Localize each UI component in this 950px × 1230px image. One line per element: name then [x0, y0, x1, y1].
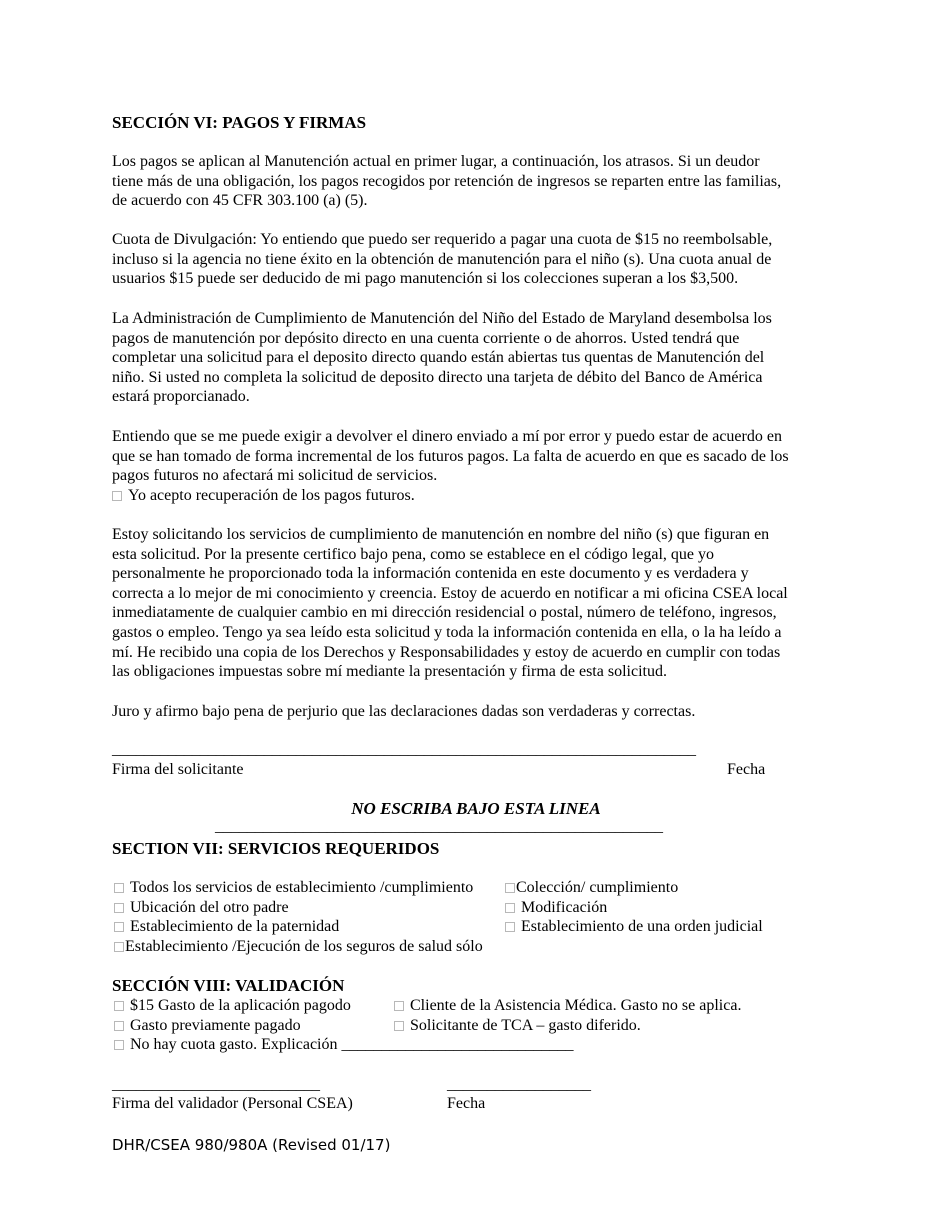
applicant-signature-label: Firma del solicitante	[112, 761, 244, 778]
medical-assistance-checkbox[interactable]	[394, 1001, 404, 1011]
notice-rule: ________________________________________________________	[215, 818, 663, 835]
paragraph-line: tiene más de una obligación, los pagos recogidos por retención de ingresos se reparten entre las familias,	[112, 172, 782, 190]
locate-parent-label: Ubicación del otro padre	[130, 899, 289, 916]
paragraph-line: mí. He recibido una copia de los Derechos y Responsabilidades y estoy de acuerdo en cumplir con todas	[112, 643, 781, 661]
option-paternity[interactable]	[114, 917, 339, 937]
option-modification[interactable]	[505, 898, 607, 918]
applicant-date-label: Fecha	[727, 761, 766, 778]
medical-assistance-label: Cliente de la Asistencia Médica. Gasto no se aplica.	[410, 997, 742, 1014]
court-order-label: Establecimiento de una orden judicial	[521, 918, 763, 935]
validator-signature-line[interactable]: __________________________	[112, 1076, 320, 1093]
locate-parent-checkbox[interactable]	[114, 903, 124, 913]
form-id-footer: DHR/CSEA 980/980A (Revised 01/17)	[112, 1136, 391, 1154]
modification-checkbox[interactable]	[505, 903, 515, 913]
all-services-checkbox[interactable]	[114, 883, 124, 893]
all-services-label: Todos los servicios de establecimiento /cumplimiento	[130, 879, 474, 896]
paragraph-line: Estoy solicitando los servicios de cumplimiento de manutención en nombre del niño (s) que figuran en	[112, 526, 770, 543]
no-fee-checkbox[interactable]	[114, 1040, 124, 1050]
validator-date-label: Fecha	[447, 1095, 486, 1112]
option-collection[interactable]	[505, 878, 678, 898]
refund-paragraph	[112, 427, 840, 505]
tca-applicant-checkbox[interactable]	[394, 1021, 404, 1031]
payments-paragraph	[112, 152, 840, 211]
do-not-write-notice: NO ESCRIBA BAJO ESTA LINEA	[351, 799, 601, 818]
fee-paid-checkbox[interactable]	[114, 1001, 124, 1011]
direct-deposit-paragraph	[112, 309, 840, 407]
court-order-checkbox[interactable]	[505, 922, 515, 932]
collection-label: Colección/ cumplimiento	[516, 879, 679, 896]
oath-statement: Juro y afirmo bajo pena de perjurio que las declaraciones dadas son verdaderas y correctas.	[112, 703, 696, 720]
option-fee-paid[interactable]	[114, 996, 351, 1016]
option-previously-paid[interactable]	[114, 1016, 301, 1036]
collection-checkbox[interactable]	[505, 883, 515, 893]
validator-date-line[interactable]: __________________	[447, 1076, 591, 1093]
fee-paid-label: $15 Gasto de la aplicación pagodo	[130, 997, 351, 1014]
paragraph-line: Cuota de Divulgación: Yo entiendo que puedo ser requerido a pagar una cuota de $15 no reembolsable,	[112, 231, 773, 248]
option-medical-assistance[interactable]	[394, 996, 741, 1016]
paragraph-line: niño. Si usted no completa la solicitud de deposito directo una tarjeta de débito del Banco de América	[112, 368, 763, 386]
paragraph-line: Entiendo que se me puede exigir a devolver el dinero enviado a mí por error y puedo estar de acuerdo en	[112, 428, 782, 445]
section-7-heading: SECTION VII: SERVICIOS REQUERIDOS	[112, 839, 440, 858]
disclosure-fee-paragraph	[112, 230, 840, 289]
section-8-heading: SECCIÓN VIII: VALIDACIÓN	[112, 976, 345, 995]
tca-applicant-label: Solicitante de TCA – gasto diferido.	[410, 1017, 641, 1034]
paragraph-line: completar una solicitud para el deposito directo quando están abiertas tus quentas de Manutención del	[112, 349, 765, 367]
recovery-checkbox-label: Yo acepto recuperación de los pagos futuros.	[128, 486, 415, 504]
option-court-order[interactable]	[505, 917, 763, 937]
section-6-heading: SECCIÓN VI: PAGOS Y FIRMAS	[112, 113, 367, 132]
paternity-checkbox[interactable]	[114, 922, 124, 932]
option-all-services[interactable]	[114, 878, 473, 898]
paragraph-line: gastos o empleo. Tengo ya sea leído esta solicitud y toda la información contenida en ella, o la ha leído a	[112, 623, 782, 641]
option-health-insurance[interactable]	[114, 937, 483, 957]
option-locate-parent[interactable]	[114, 898, 289, 918]
paragraph-line: correcta a lo mejor de mi conocimiento y creencia. Estoy de acuerdo en notificar a mi oficina CSEA local	[112, 584, 788, 602]
option-no-fee[interactable]	[114, 1035, 574, 1055]
certification-paragraph	[112, 525, 840, 682]
paragraph-line: esta solicitud. Por la presente certifico bajo pena, como se establece en el código legal, que yo	[112, 545, 714, 563]
paragraph-line: personalmente he proporcionado toda la información contenida en este documento y es verdadera y	[112, 565, 749, 583]
paragraph-line: pagos de manutención por depósito directo en una cuenta corriente o de ahorros. Usted tendrá que	[112, 329, 740, 347]
previously-paid-label: Gasto previamente pagado	[130, 1017, 301, 1034]
no-fee-label: No hay cuota gasto. Explicación	[130, 1036, 338, 1053]
paragraph-line: las obligaciones impuestas sobre mí mediante la presentación y firma de esta solicitud.	[112, 663, 667, 681]
recovery-option[interactable]	[112, 486, 840, 506]
recovery-checkbox[interactable]	[112, 491, 122, 501]
paragraph-line: La Administración de Cumplimiento de Manutención del Niño del Estado de Maryland desembolsa los	[112, 310, 772, 327]
paragraph-line: pagos futuros no afectará mi solicitud de servicios.	[112, 467, 438, 485]
paragraph-line: de acuerdo con 45 CFR 303.100 (a) (5).	[112, 192, 368, 210]
option-tca-applicant[interactable]	[394, 1016, 641, 1036]
paragraph-line: incluso si la agencia no tiene éxito en la obtención de manutención para el niño (s). Una cuota anual de	[112, 250, 772, 268]
paternity-label: Establecimiento de la paternidad	[130, 918, 340, 935]
previously-paid-checkbox[interactable]	[114, 1021, 124, 1031]
modification-label: Modificación	[521, 899, 608, 916]
paragraph-line: que se han tomado de forma incremental de los futuros pagos. La falta de acuerdo en que es sacado de los	[112, 447, 789, 465]
applicant-signature-line[interactable]: _________________________________________________________________________	[112, 741, 696, 758]
health-insurance-label: Establecimiento /Ejecución de los seguros de salud sólo	[125, 938, 483, 955]
health-insurance-checkbox[interactable]	[114, 942, 124, 952]
paragraph-line: estará proporcianado.	[112, 388, 250, 406]
paragraph-line: usuarios $15 puede ser deducido de mi pago manutención si los colecciones superan a los $3,500.	[112, 270, 739, 288]
validator-signature-label: Firma del validador (Personal CSEA)	[112, 1095, 353, 1112]
explanation-field[interactable]: _____________________________	[341, 1036, 574, 1053]
paragraph-line: inmediatamente de cualquier cambio en mi dirección residencial o postal, número de teléfono, ingresos,	[112, 604, 777, 622]
paragraph-line: Los pagos se aplican al Manutención actual en primer lugar, a continuación, los atrasos. Si un deudor	[112, 153, 760, 170]
